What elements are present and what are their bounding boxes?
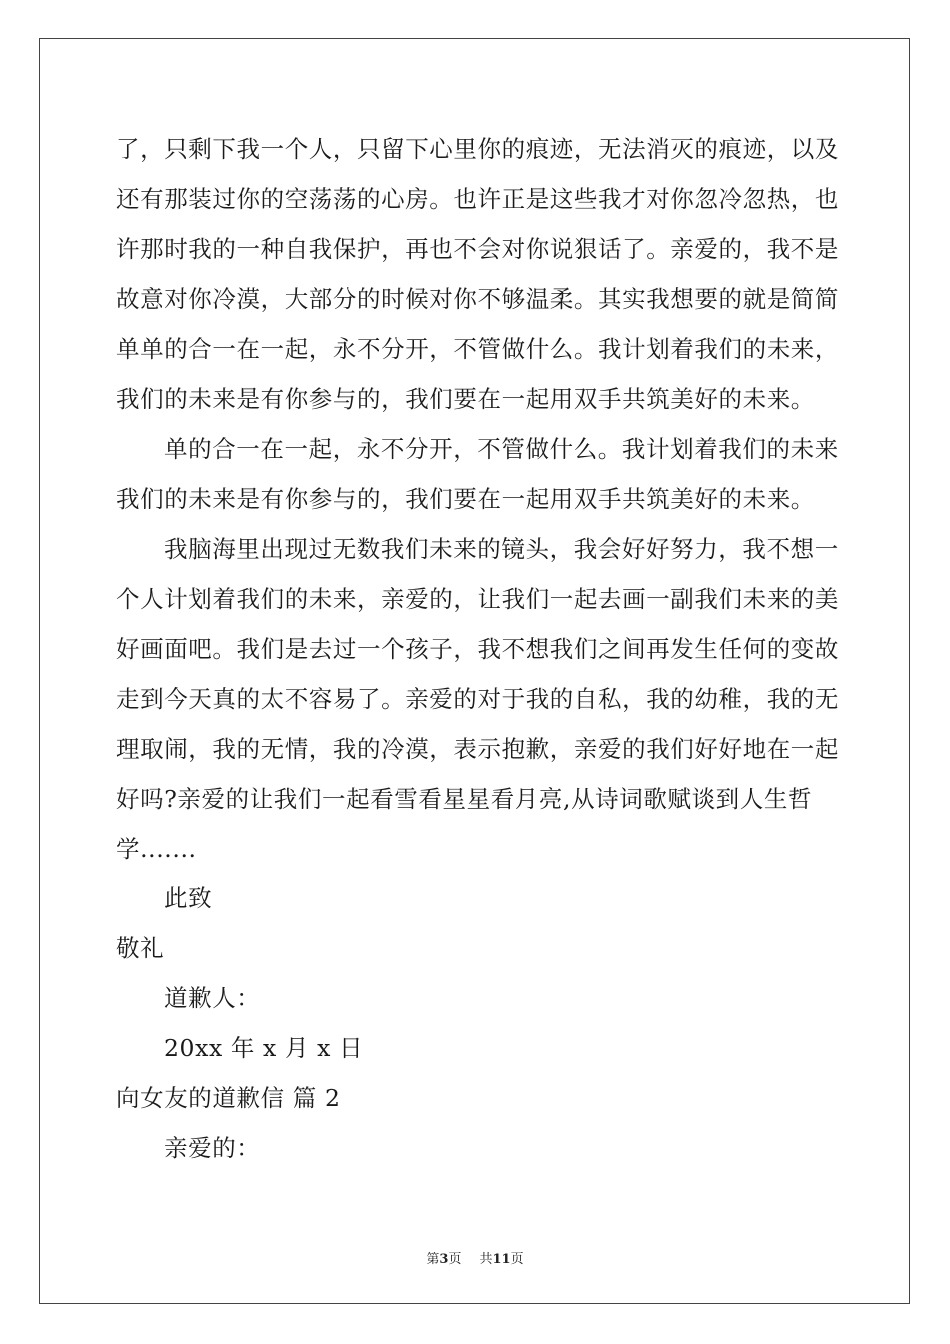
page-frame: [39, 38, 910, 1304]
page-number: 3: [439, 1252, 449, 1267]
page-suffix: 页: [448, 1252, 462, 1267]
text-line: 故意对你冷漠，大部分的时候对你不够温柔。其实我想要的就是简简: [116, 285, 839, 313]
closing-text: 此致: [164, 884, 213, 912]
page-prefix: 第: [426, 1252, 440, 1267]
text-line: 好吗?亲爱的让我们一起看雪看星星看月亮,从诗词歌赋谈到人生哲: [116, 785, 813, 813]
text-line: 个人计划着我们的未来，亲爱的，让我们一起去画一副我们未来的美: [116, 585, 839, 613]
text-line: 走到今天真的太不容易了。亲爱的对于我的自私，我的幼稚，我的无: [116, 685, 839, 713]
total-suffix: 页: [510, 1252, 524, 1267]
text-line: 我们的未来是有你参与的，我们要在一起用双手共筑美好的未来。: [116, 485, 815, 513]
section-title: 向女友的道歉信 篇 2: [116, 1084, 341, 1112]
greeting-text: 亲爱的：: [164, 1134, 261, 1162]
text-line: 单单的合一在一起，永不分开，不管做什么。我计划着我们的未来，: [116, 335, 839, 363]
text-line: 我们的未来是有你参与的，我们要在一起用双手共筑美好的未来。: [116, 385, 815, 413]
text-line: 学.......: [116, 835, 197, 863]
text-line: 还有那装过你的空荡荡的心房。也许正是这些我才对你忽冷忽热，也: [116, 185, 839, 213]
total-prefix: 共: [479, 1252, 493, 1267]
date-text: 20xx 年 x 月 x 日: [164, 1034, 364, 1062]
text-line: 理取闹，我的无情，我的冷漠，表示抱歉，亲爱的我们好好地在一起: [116, 735, 839, 763]
salute-text: 敬礼: [116, 934, 165, 962]
page-footer: [0, 1248, 950, 1267]
text-line: 我脑海里出现过无数我们未来的镜头，我会好好努力，我不想一: [164, 535, 839, 563]
text-line: 许那时我的一种自我保护，再也不会对你说狠话了。亲爱的，我不是: [116, 235, 839, 263]
total-pages: 11: [492, 1252, 511, 1267]
text-line: 了，只剩下我一个人，只留下心里你的痕迹，无法消灭的痕迹，以及: [116, 135, 839, 163]
text-line: 好画面吧。我们是去过一个孩子，我不想我们之间再发生任何的变故: [116, 635, 839, 663]
text-line: 单的合一在一起，永不分开，不管做什么。我计划着我们的未来: [164, 435, 839, 463]
signer-label: 道歉人：: [164, 984, 261, 1012]
